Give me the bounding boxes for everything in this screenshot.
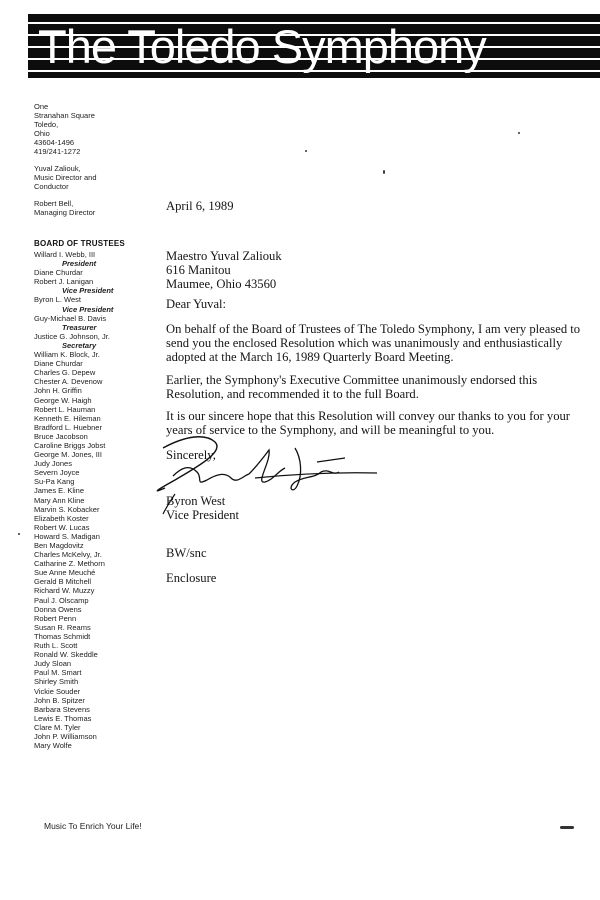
trustee-name: Diane Churdar — [34, 359, 83, 369]
trustee-role: Vice President — [62, 286, 114, 296]
trustee-name: George M. Jones, III — [34, 450, 102, 460]
trustee-list — [34, 250, 154, 750]
director-line: Music Director and — [34, 173, 97, 182]
trustee-name: William K. Block, Jr. — [34, 350, 100, 360]
trustees-heading: BOARD OF TRUSTEES — [34, 239, 125, 248]
trustee-name: Clare M. Tyler — [34, 722, 81, 732]
recipient-line: Maumee, Ohio 43560 — [166, 277, 277, 291]
trustee-name: Howard S. Madigan — [34, 531, 100, 541]
address-line: Stranahan Square — [34, 111, 95, 120]
recipient-address — [166, 249, 586, 291]
trustee-name: Ronald W. Skeddle — [34, 650, 98, 660]
trustee-role: Vice President — [62, 304, 114, 314]
trustee-name: Justice G. Johnson, Jr. — [34, 331, 110, 341]
trustee-role: President — [62, 259, 97, 269]
trustee-role: Secretary — [62, 340, 97, 350]
scan-speck — [518, 132, 520, 134]
trustee-name: Marvin S. Kobacker — [34, 504, 100, 514]
trustee-name: Sue Anne Meuché — [34, 568, 96, 578]
trustee-name: George W. Haigh — [34, 395, 92, 405]
letterhead-title: The Toledo Symphony — [38, 20, 486, 73]
trustee-name: Severn Joyce — [34, 468, 80, 478]
trustee-name: Gerald B Mitchell — [34, 577, 92, 587]
address-line: Toledo, — [34, 120, 59, 129]
body-paragraph: Earlier, the Symphony's Executive Committee unanimously endorsed this Resolution, and recommended it to the full Board. — [166, 373, 538, 401]
letter-date: April 6, 1989 — [166, 199, 234, 213]
trustee-name: Bruce Jacobson — [34, 431, 88, 441]
trustee-name: Byron L. West — [34, 295, 81, 305]
manager-line: Robert Bell, — [34, 199, 74, 208]
body-paragraph: On behalf of the Board of Trustees of The Toledo Symphony, I am very pleased to send you the enclosed Resolution which was unanimously and enthusiastically adopted at the March 16, 1989 Quarterly Board Meeting. — [166, 322, 581, 364]
trustee-name: Robert J. Lanigan — [34, 277, 94, 287]
trustee-name: Mary Ann Kline — [34, 495, 85, 505]
footer-tagline: Music To Enrich Your Life! — [44, 821, 142, 831]
recipient-line: 616 Manitou — [166, 263, 231, 277]
manager-line: Managing Director — [34, 208, 96, 217]
trustee-name: Robert Penn — [34, 613, 77, 623]
director-line: Conductor — [34, 182, 69, 191]
trustee-name: Guy-Michael B. Davis — [34, 313, 107, 323]
letterhead-banner — [28, 14, 600, 78]
trustee-name: John P. Williamson — [34, 731, 97, 741]
trustee-name: Lewis E. Thomas — [34, 713, 92, 723]
director-line: Yuval Zaliouk, — [34, 164, 81, 173]
body-paragraph: It is our sincere hope that this Resolution will convey our thanks to you for your years of service to the Symphony, and will be meaningful to you. — [166, 409, 570, 437]
closing: Sincerely, — [166, 448, 216, 462]
trustee-name: Ben Magdovitz — [34, 541, 84, 550]
trustee-name: Judy Jones — [34, 459, 72, 469]
office-address — [34, 102, 154, 156]
trustee-name: Donna Owens — [34, 604, 82, 614]
trustee-name: Su-Pa Kang — [34, 477, 75, 487]
scan-speck — [560, 826, 574, 829]
trustee-name: Charles McKelvy, Jr. — [34, 550, 102, 560]
trustee-name: Richard W. Muzzy — [34, 586, 95, 596]
trustee-name: Catharine Z. Methorn — [34, 559, 105, 569]
trustee-name: Susan R. Reams — [34, 622, 91, 632]
scan-speck — [18, 533, 20, 535]
typist-initials: BW/snc — [166, 546, 207, 560]
sidebar-contact — [34, 102, 154, 225]
recipient-line: Maestro Yuval Zaliouk — [166, 249, 282, 263]
signer-title: Vice President — [166, 508, 240, 522]
trustee-name: John H. Griffin — [34, 386, 82, 396]
enclosure-note: Enclosure — [166, 571, 217, 585]
trustee-name: Bradford L. Huebner — [34, 422, 102, 432]
managing-director — [34, 199, 154, 217]
trustee-name: Thomas Schmidt — [34, 631, 91, 641]
address-line: Ohio — [34, 129, 50, 138]
trustee-name: Ruth L. Scott — [34, 641, 78, 651]
trustee-name: Kenneth E. Hileman — [34, 413, 101, 423]
trustee-name: James E. Kline — [34, 486, 85, 496]
trustee-name: Paul M. Smart — [34, 668, 82, 678]
trustee-name: Mary Wolfe — [34, 741, 72, 751]
address-line: 43604-1496 — [34, 138, 75, 147]
trustee-name: Barbara Stevens — [34, 704, 90, 714]
salutation: Dear Yuval: — [166, 297, 227, 311]
trustee-name: Vickie Souder — [34, 686, 81, 696]
trustee-name: John B. Spitzer — [34, 695, 85, 705]
trustee-name: Robert W. Lucas — [34, 522, 90, 532]
scan-speck — [305, 150, 307, 152]
scan-speck — [383, 170, 385, 174]
phone-number: 419/241-1272 — [34, 147, 81, 156]
trustee-name: Caroline Briggs Jobst — [34, 440, 106, 450]
address-line: One — [34, 102, 49, 111]
trustee-name: Willard I. Webb, III — [34, 250, 96, 259]
trustee-role: Treasurer — [62, 322, 97, 332]
music-director — [34, 164, 154, 191]
signer-name: Byron West — [166, 494, 226, 508]
trustee-name: Elizabeth Koster — [34, 513, 89, 523]
trustee-name: Robert L. Hauman — [34, 404, 96, 414]
trustee-name: Paul J. Olscamp — [34, 595, 89, 605]
trustee-name: Shirley Smith — [34, 677, 79, 687]
trustee-name: Judy Sloan — [34, 659, 72, 669]
trustee-name: Charles G. Depew — [34, 368, 96, 378]
trustee-name: Diane Churdar — [34, 268, 83, 278]
trustee-name: Chester A. Devenow — [34, 377, 103, 387]
